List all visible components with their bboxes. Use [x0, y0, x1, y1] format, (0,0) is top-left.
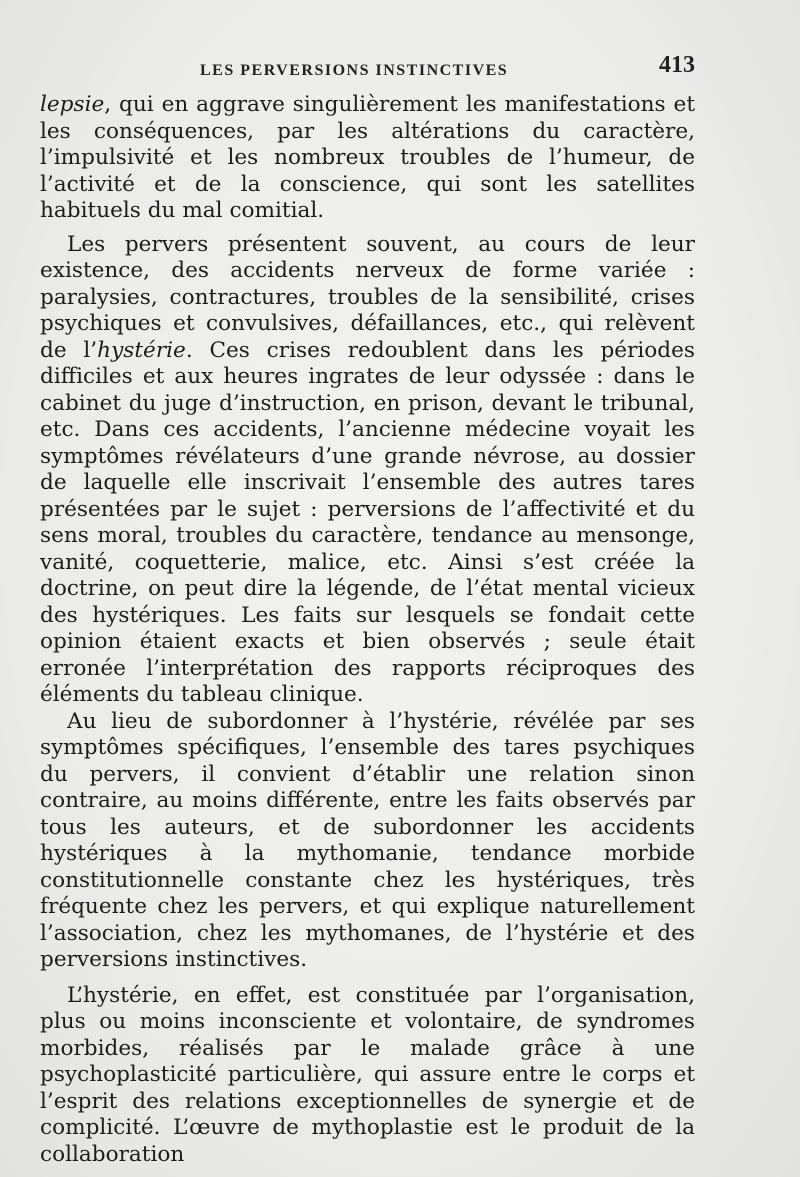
paragraph-1-lead-italic: lepsie — [40, 92, 105, 117]
running-header — [40, 52, 695, 84]
paragraph-1 — [40, 92, 695, 225]
paragraph-2 — [40, 232, 695, 709]
running-title: LES PERVERSIONS INSTINCTIVES — [200, 62, 509, 79]
paragraph-2-text-after: . Ces crises redoublent dans les périodes difficiles et aux heures ingrates de leur odyssée : dans le cabinet du juge d’instruction, en prison, devant le tribunal, etc. Dans ces accidents, l’ancienne médecine voyait les symptômes révélateurs d’une grande névrose, au dossier de laquelle elle inscrivait l’ensemble des autres tares présentées par le sujet : perversions de l’affectivité et du sens moral, troubles du caractère, tendance au mensonge, vanité, coquetterie, malice, etc. Ainsi s’est créée la doctrine, on peut dire la légende, de l’état mental vicieux des hystériques. Les faits sur lesquels se fondait cette opinion étaient exacts et bien observés ; seule était erronée l’interprétation des rapports réciproques des éléments du tableau clinique. — [40, 337, 695, 707]
page-number: 413 — [659, 52, 695, 78]
paragraph-1-text: , qui en aggrave singulièrement les manifestations et les conséquences, par les altérations du caractère, l’impulsivité et les nombreux troubles de l’humeur, de l’activité et de la conscience, qui sont les satellites habituels du mal comitial. — [40, 92, 695, 223]
paragraph-3: Au lieu de subordonner à l’hystérie, révélée par ses symptômes spécifiques, l’ensemble des tares psychiques du pervers, il convient d’établir une relation sinon contraire, au moins différente, entre les faits observés par tous les auteurs, et de subordonner les accidents hystériques à la mythomanie, tendance morbide constitutionnelle constante chez les hystériques, très fréquente chez les pervers, et qui explique naturellement l’association, chez les mythomanes, de l’hystérie et des perversions instinctives. — [40, 708, 695, 972]
body-text — [40, 92, 695, 1168]
paragraph-4: L’hystérie, en effet, est constituée par l’organisation, plus ou moins inconsciente et volontaire, de syndromes morbides, réalisés par le malade grâce à une psychoplasticité particulière, qui assure entre le corps et l’esprit des relations exceptionnelles de synergie et de complicité. L’œuvre de mythoplastie est le produit de la collaboration — [40, 982, 695, 1167]
paragraph-2-italic: hystérie — [97, 337, 186, 363]
paragraph-2-text-before: Les pervers présentent souvent, au cours de leur existence, des accidents nerveux de forme variée : paralysies, contractures, troubles de la sensibilité, crises psychiques et convulsives, défaillances, etc., qui relèvent de l’ — [40, 231, 695, 363]
